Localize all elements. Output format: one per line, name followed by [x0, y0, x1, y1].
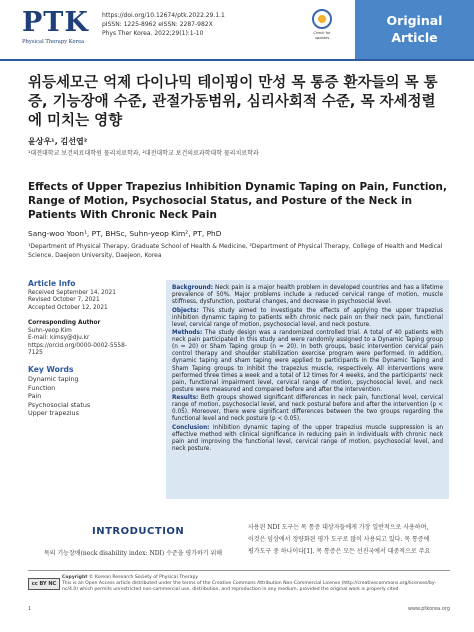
journal-meta	[102, 11, 225, 38]
footer-divider	[28, 570, 450, 571]
citation-text: Phys Ther Korea. 2022;29(1):1-10	[102, 30, 204, 37]
journal-url[interactable]: www.ptkorea.org	[407, 606, 450, 612]
tag-line-1: Original	[386, 13, 443, 28]
corresponding-author	[28, 320, 138, 358]
korean-affiliations: ¹대전대학교 보건의료대학원 물리치료학과, ²대전대학교 보건의료과학대학 물리치료학과	[28, 150, 259, 157]
abstract-box	[166, 280, 449, 499]
introduction-heading: INTRODUCTION	[92, 526, 185, 537]
logo-text: PTK	[22, 7, 89, 38]
keyword-item: Upper trapezius	[28, 409, 79, 417]
copyright-notice	[62, 575, 450, 593]
keywords	[28, 366, 138, 418]
intro-line: 사용된 NDI 도구는 목 통증 대상자들에게 가장 일반적으로 사용하며,	[248, 524, 429, 531]
english-authors: Sang-woo Yoon¹, PT, BHSc, Suhn-yeop Kim², PT, PhD	[28, 229, 222, 238]
keyword-item: Pain	[28, 392, 42, 400]
page-number: 1	[28, 606, 32, 612]
korean-authors: 윤상우¹, 김선엽²	[28, 137, 88, 146]
keyword-item: Function	[28, 383, 56, 392]
license-text: This is an Open Access article distributed under the terms of the Creative Commons Attribution Non-Commercial License (http://creativecommons.org/licenses/by-nc/4.0) which permits unrestricted non-commercial use, distribution, and reproduction in any medium, provided the original work is properly cited.	[62, 581, 437, 592]
journal-logo	[22, 8, 94, 45]
creative-commons-icon: cc BY NC	[28, 578, 60, 590]
keywords-heading: Key Words	[28, 364, 74, 374]
article-type-tag	[355, 0, 474, 60]
article-info-heading: Article Info	[28, 279, 76, 288]
keyword-item: Psychosocial status	[28, 400, 91, 409]
check-label-line2: updates	[314, 36, 330, 40]
received-date: Received September 14, 2021	[28, 289, 116, 296]
abstract-conclusion: Conclusion: Inhibition dynamic taping of the upper trapezius muscle suppression is an effective method with clinical significance in reducing pain in individuals with chronic neck pain and improving the functional level, cervical range of motion, psychosocial level, and neck posture.	[172, 424, 444, 453]
abstract-objects: Objects: This study aimed to investigate the effects of applying the upper trapezius inhibition dynamic taping to patients with chronic neck pain on their neck pain, functional level, cervical range of motion, psychosocial level, and neck posture.	[172, 307, 443, 328]
check-label-line1: Check for	[313, 31, 331, 35]
revised-date: Revised October 7, 2021	[28, 297, 100, 303]
corresponding-heading: Corresponding Author	[28, 320, 101, 326]
tag-line-2: Article	[391, 30, 438, 45]
intro-line: 평가도구 중 하나이다[1]. 목 통증은 모든 선진국에서 대중적으로 주요	[248, 548, 431, 555]
english-title: Effects of Upper Trapezius Inhibition Dynamic Taping on Pain, Function, Range of Motion, Psychosocial Status, and Posture of the Neck in Patients With Chronic Neck Pain	[28, 181, 447, 221]
abstract-methods: Methods: The study design was a randomized controlled trial. A total of 40 patients with neck pain participated in this study and were randomly assigned to a Dynamic Taping group (n = 20) or Sham Taping group (n = 20). In both groups, basic intervention cervical pain control therapy and shoulder stabilization exercise program were performed. In addition, dynamic taping and sham taping were applied to participants in the Dynamic Taping and Sham Taping groups to inhibit the trapezius muscle, respectively. All interventions were performed three times a week and a total of 12 times for 4 weeks, and the participants' neck pain, functional impairment level, cervical range of motion, psychosocial level, and neck posture were measured and compared before and after the intervention.	[172, 330, 443, 393]
accepted-date: Accepted October 12, 2021	[28, 304, 108, 311]
doi-link[interactable]: https://doi.org/10.12674/ptk.2022.29.1.1	[102, 12, 225, 19]
article-sidebar	[28, 280, 138, 426]
check-updates-icon	[312, 9, 332, 29]
intro-line: 이것은 임상에서 정량화된 평가 도구로 많이 사용되고 있다. 목 통증에	[248, 536, 430, 543]
corresponding-email[interactable]: E-mail: kimsy@dju.kr	[28, 335, 90, 341]
check-for-updates-badge[interactable]	[309, 9, 335, 49]
logo-subtitle: Physical Therapy Korea	[22, 39, 85, 45]
copyright-text: © Korean Research Society of Physical Therapy	[88, 575, 199, 580]
article-info	[28, 280, 138, 312]
intro-right-text	[248, 522, 450, 558]
page-footer	[0, 570, 474, 632]
corresponding-name: Suhn-yeop Kim	[28, 327, 72, 334]
issn-text: pISSN: 1225-8962 eISSN: 2287-982X	[102, 21, 213, 28]
abstract-results: Results: Both groups showed significant differences in neck pain, functional level, cervical range of motion, psychosocial level, and neck postural before and after the intervention (p < 0.05). Moreover, there were significant differences between the two groups regarding the functional level and neck posture (p < 0.05).	[172, 395, 443, 423]
intro-left-text: 목의 기능장애(neck disability index: NDI) 수준을 평가하기 위해	[43, 550, 223, 557]
journal-header	[0, 0, 474, 60]
english-affiliations: ¹Department of Physical Therapy, Graduate School of Health & Medicine, ²Department of Physical Therapy, College of Health and Medical Science, Daejeon University, Daejeon, Korea	[28, 243, 443, 259]
korean-title: 위등세모근 억제 다이나믹 테이핑이 만성 목 통증 환자들의 목 통증, 기능장애 수준, 관절가동범위, 심리사회적 수준, 목 자세정렬에 미치는 영향	[28, 75, 438, 129]
orcid-link[interactable]: https://orcid.org/0000-0002-5558-7125	[28, 342, 127, 356]
copyright-label: Copyright	[62, 575, 88, 580]
header-divider	[0, 59, 474, 61]
abstract-background: Background: Neck pain is a major health problem in developed countries and has a lifetime prevalence of 50%. Major problems include a reduced cervical range of motion, muscle stiffness, dysfunction, postural changes, and decrease in psychosocial level.	[172, 285, 444, 306]
keyword-item: Dynamic taping	[28, 375, 79, 383]
